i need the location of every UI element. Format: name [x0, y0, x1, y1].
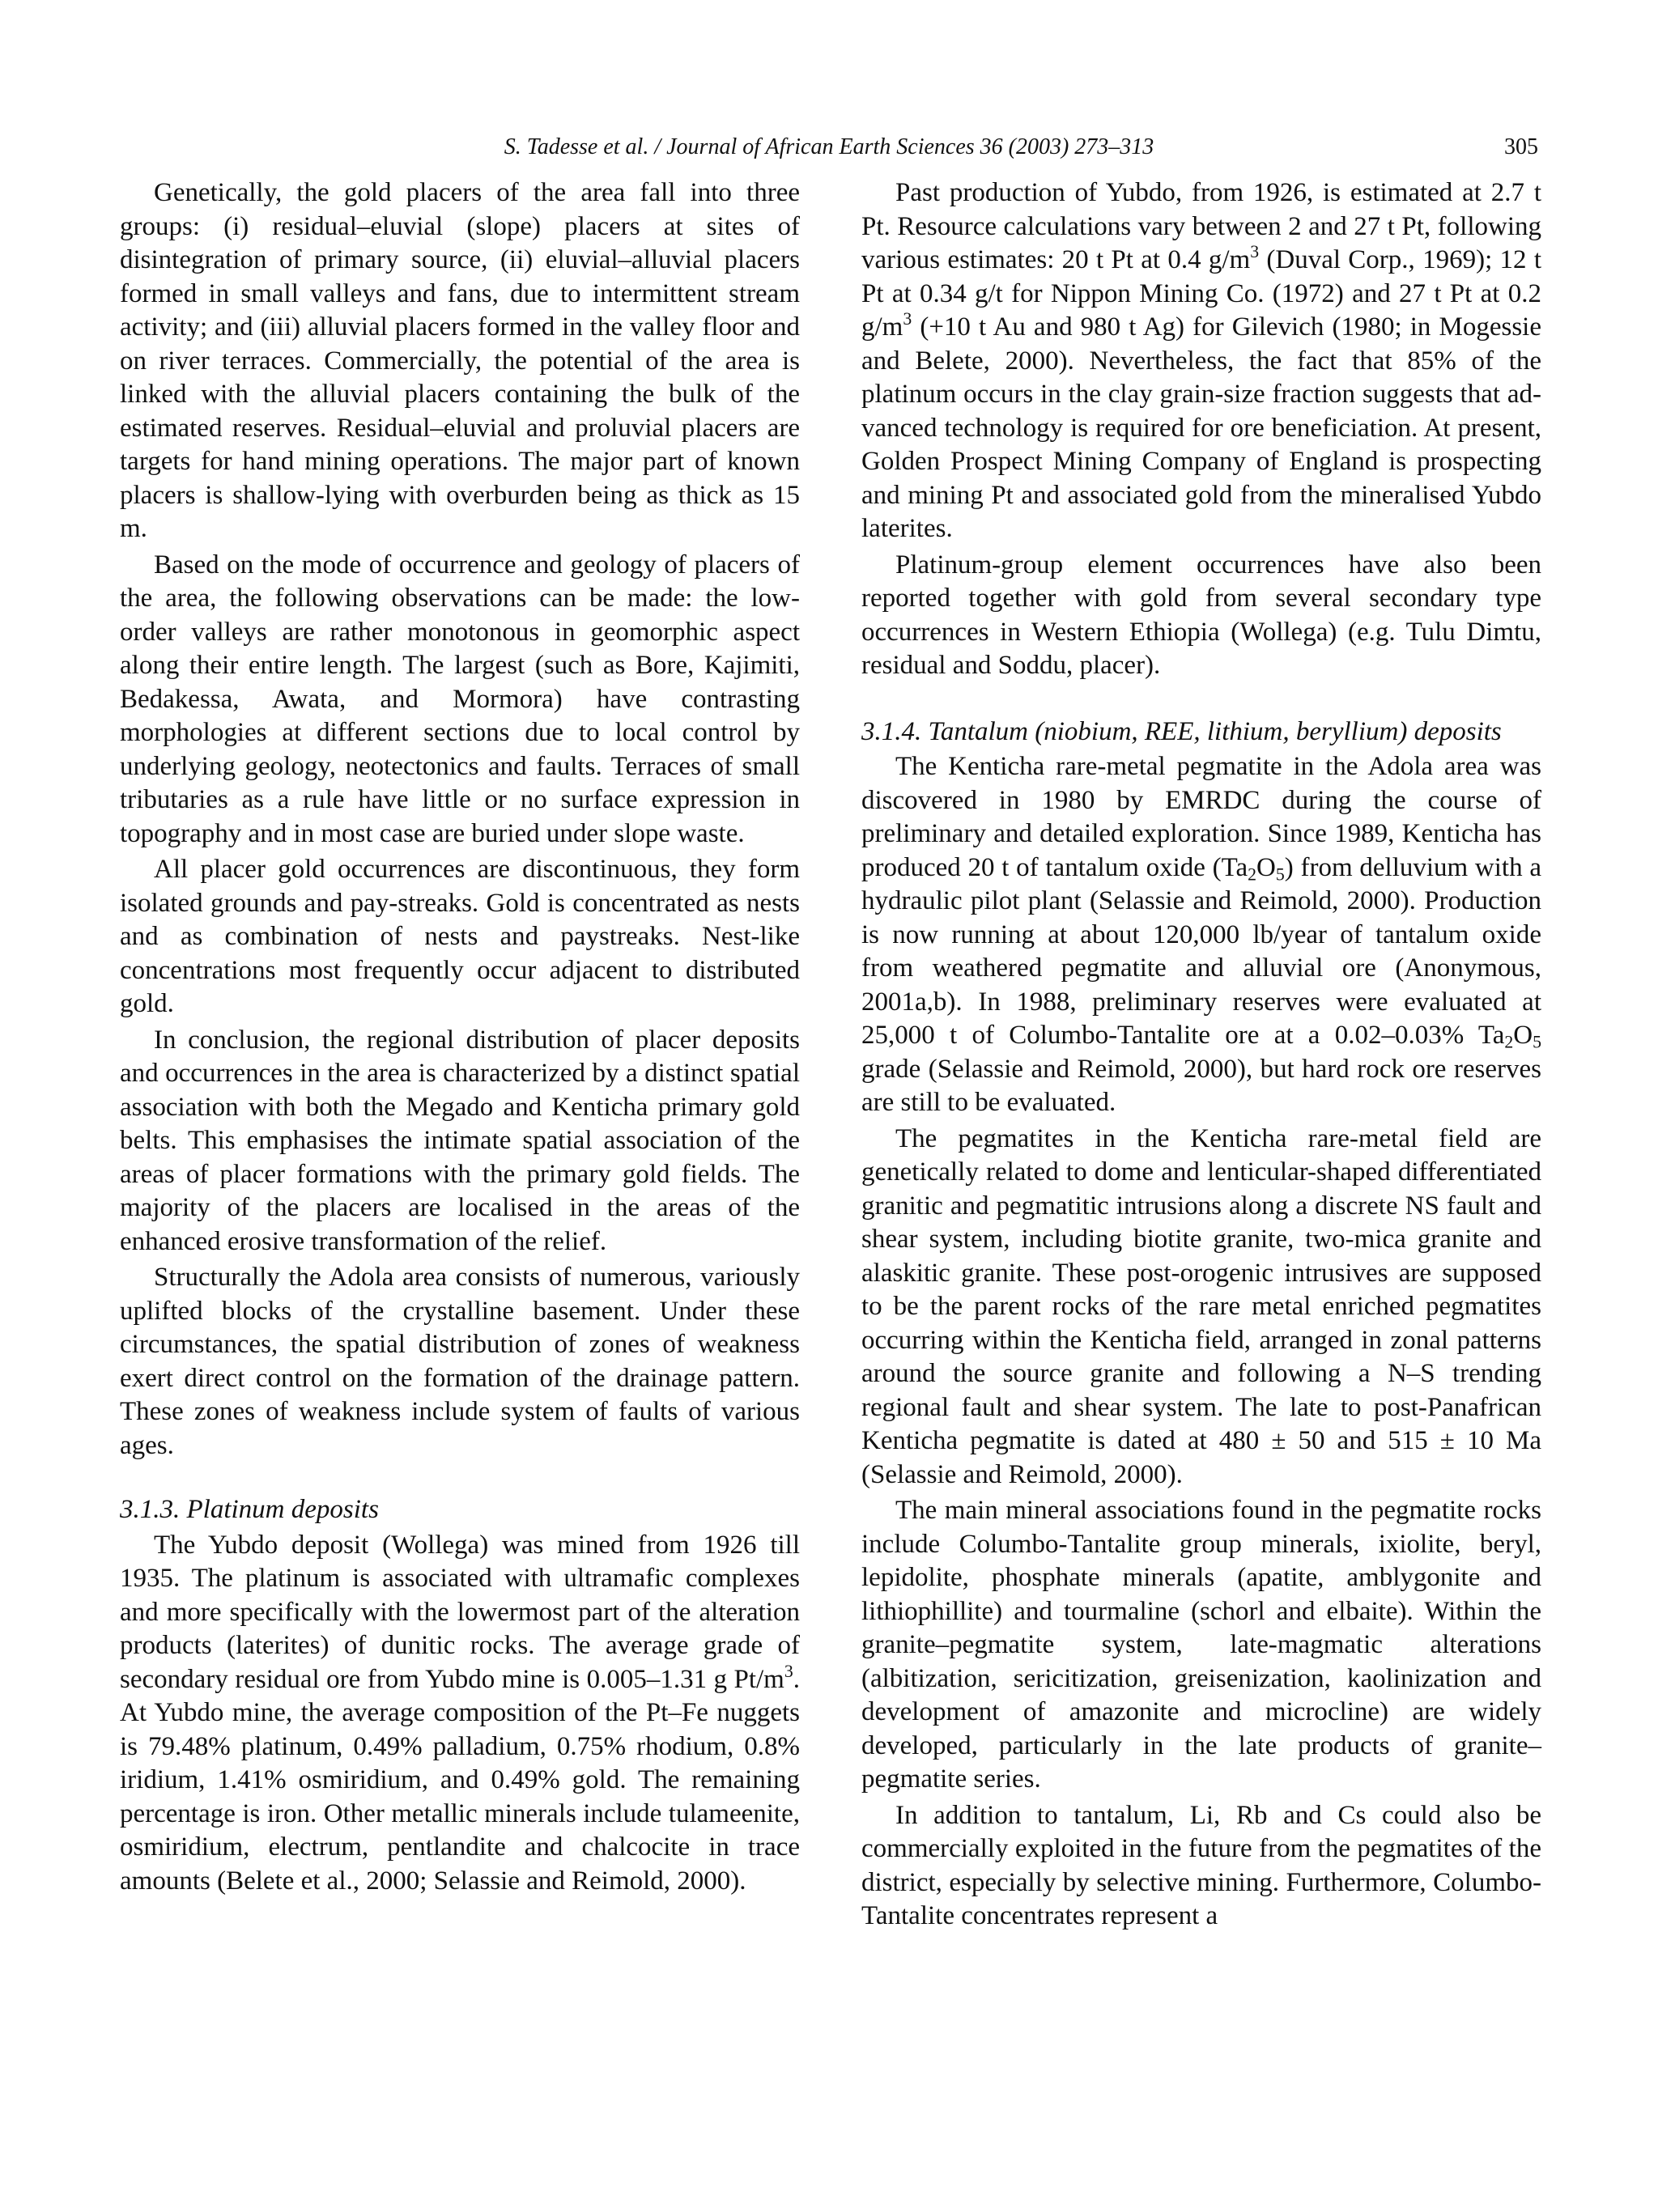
text-run: The Yubdo deposit (Wollega) was mined from 1926 till 1935. The platinum is associated with ultramafic complexes and more specifically with the lowermost part of the alteration products (laterites) of dunitic rocks. The average grade of secondary residual ore from Yubdo mine is 0.005–1.31 g Pt/m	[120, 1530, 800, 1694]
left-column	[120, 176, 800, 1900]
subscript: 2	[1504, 1032, 1514, 1052]
paragraph-pge-occurrences: Platinum-group element occurrences have also been reported together with gold from several secondary type occurrences in Western Ethiopia (Wollega) (e.g. Tulu Dimtu, residual and Soddu, placer).	[861, 550, 1541, 680]
superscript: 3	[784, 1661, 793, 1681]
section-heading-tantalum: 3.1.4. Tantalum (niobium, REE, lithium, beryllium) deposits	[861, 716, 1502, 746]
paragraph-kenticha-discovery	[861, 750, 1541, 1120]
running-header	[120, 129, 1538, 165]
text-run: O	[1256, 852, 1276, 882]
text-run: ) from delluvium with a hydraulic pilot plant (Selassie and Reimold, 2000). Production is now running at about 120,000 lb/year of tantalum oxide from weathered pegmatite and alluvial ore (Anonymous, 2001a,b). In 1988, preliminary reserves were evaluated at 25,000 t of Columbo-Tantalite ore at a 0.02–0.03% Ta	[861, 852, 1541, 1050]
journal-citation: S. Tadesse et al. / Journal of African Earth Sciences 36 (2003) 273–313	[504, 134, 1154, 159]
right-column	[861, 176, 1541, 1936]
text-run: grade (Selassie and Reimold, 2000), but hard rock ore reserves are still to be evaluated.	[861, 1054, 1541, 1117]
paragraph-yubdo-deposit	[120, 1529, 800, 1899]
paragraph-yubdo-production	[861, 176, 1541, 546]
section-heading-platinum: 3.1.3. Platinum deposits	[120, 1495, 379, 1524]
paragraph-mineral-associations: The main mineral associations found in the pegmatite rocks include Columbo-Tantalite group minerals, ixiolite, beryl, lepidolite, phosphate minerals (apatite, amblygonite and lithiophillite) and tourmaline (schorl and elbaite). Within the granite–pegmatite system, late-magmatic alterations (albitization, sericitization, greisenization, kaolinization and development of amazonite and microcline) are widely developed, particularly in the late products of granite–pegmatite series.	[861, 1496, 1541, 1794]
text-run: (+10 t Au and 980 t Ag) for Gilevich (1980; in Mogessie and Belete, 2000). Nevertheless, the fact that 85% of the platinum occurs in the clay grain-size fraction suggests that advanced technology is required for ore beneficiation. At present, Golden Prospect Mining Company of England is prospecting and mining Pt and associated gold from the mineralised Yubdo laterites.	[861, 312, 1541, 543]
paragraph-kenticha-pegmatites: The pegmatites in the Kenticha rare-metal field are genetically related to dome and lenticular-shaped differentiated granitic and pegmatitic intrusions along a discrete NS fault and shear system, including biotite granite, two-mica granite and alaskitic granite. These post-orogenic intrusives are supposed to be the parent rocks of the rare metal enriched pegmatites occurring within the Kenticha field, arranged in zonal patterns around the source granite and following a N–S trending regional fault and shear system. The late to post-Panafrican Kenticha pegmatite is dated at 480 ± 50 and 515 ± 10 Ma (Selassie and Reimold, 2000).	[861, 1123, 1541, 1489]
superscript: 3	[903, 308, 912, 329]
subscript: 5	[1533, 1032, 1541, 1052]
text-run: Past production of Yubdo, from 1926, is estimated at 2.7 t Pt. Resource calculations vary between 2 and 27 t Pt, following various estimates: 20 t Pt at 0.4 g/m	[861, 178, 1541, 274]
paragraph-placer-conclusion: In conclusion, the regional distribution of placer deposits and occurrences in the area is characterized by a distinct spatial association with both the Megado and Kenticha primary gold belts. This emphasises the intimate spatial association of the areas of placer formations with the primary gold fields. The majority of the placers are localised in the areas of the enhanced erosive transformation of the relief.	[120, 1025, 800, 1256]
text-run: O	[1513, 1021, 1533, 1050]
paragraph-adola-structure: Structurally the Adola area consists of numerous, variously uplifted blocks of the crystalline basement. Under these circumstances, the spatial distribution of zones of weakness exert direct control on the formation of the drainage pattern. These zones of weakness include system of faults of various ages.	[120, 1263, 800, 1460]
text-run: The Kenticha rare-metal pegmatite in the Adola area was discovered in 1980 by EMRDC during the course of preliminary and detailed exploration. Since 1989, Kenticha has produced 20 t of tantalum oxide (Ta	[861, 752, 1541, 882]
subscript: 2	[1248, 864, 1257, 884]
paragraph-tantalum-additional: In addition to tantalum, Li, Rb and Cs could also be commercially exploited in the future from the pegmatites of the district, especially by selective mining. Furthermore, Columbo-Tantalite concentrates represent a	[861, 1800, 1541, 1930]
text-run: . At Yubdo mine, the average composition of the Pt–Fe nuggets is 79.48% platinum, 0.49% palladium, 0.75% rhodium, 0.8% iridium, 1.41% osmiridium, and 0.49% gold. The remaining percentage is iron. Other metallic minerals include tulameenite, osmiridium, electrum, pentlandite and chalcocite in trace amounts (Belete et al., 2000; Selassie and Reimold, 2000).	[120, 1664, 800, 1896]
paragraph-placer-observations: Based on the mode of occurrence and geology of placers of the area, the following observations can be made: the low-order valleys are rather monotonous in geomorphic aspect along their entire length. The largest (such as Bore, Kajimiti, Bedakessa, Awata, and Mormora) have contrasting morphologies at different sections due to local control by underlying geology, neotectonics and faults. Terraces of small tributaries as a rule have little or no surface expression in topography and in most case are buried under slope waste.	[120, 550, 800, 848]
subscript: 5	[1275, 864, 1285, 884]
text-run: (Duval Corp., 1969); 12 t Pt at 0.34 g/t for Nippon Mining Co. (1972) and 27 t Pt at 0.2 g/m	[861, 245, 1541, 342]
superscript: 3	[1250, 241, 1260, 261]
paragraph-placer-groups: Genetically, the gold placers of the area fall into three groups: (i) residual–eluvial (slope) placers at sites of disintegration of primary source, (ii) eluvial–alluvial placers formed in small valleys and fans, due to intermittent stream activity; and (iii) alluvial placers formed in the valley floor and on river terraces. Commercially, the potential of the area is linked with the alluvial placers containing the bulk of the estimated reserves. Residual–eluvial and proluvial placers are targets for hand mining operations. The major part of known placers is shallow-lying with overburden being as thick as 15 m.	[120, 178, 800, 543]
paragraph-placer-discontinuous: All placer gold occurrences are discontinuous, they form isolated grounds and pay-streaks. Gold is concentrated as nests and as combination of nests and paystreaks. Nest-like concentrations most frequently occur adjacent to distributed gold.	[120, 855, 800, 1018]
page-number: 305	[1504, 134, 1538, 159]
